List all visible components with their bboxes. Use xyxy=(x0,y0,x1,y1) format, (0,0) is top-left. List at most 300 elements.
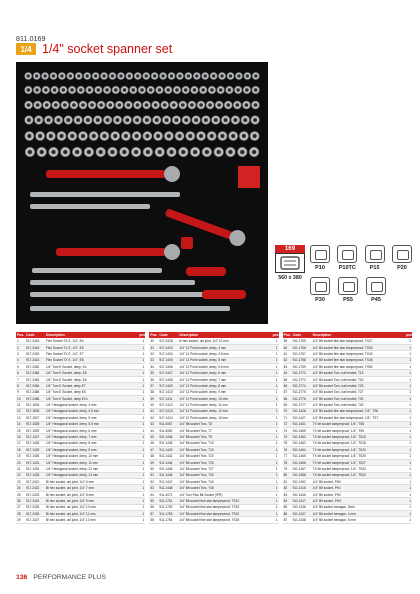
cell-description: 1/4" Bit socket Torx, T8 xyxy=(178,421,271,427)
cell-pos: 7 xyxy=(16,376,25,382)
cell-description: 1/4" Bit socket Torx, ball ended, T15 xyxy=(312,370,405,376)
page-title: 1/4" socket spanner set xyxy=(42,42,173,56)
cell-pos: 23 xyxy=(16,479,25,485)
cell-code: 917.2425 xyxy=(25,504,45,510)
column-header-pos: Pos. xyxy=(150,333,158,337)
cell-description: 1/4" Torx E Socket, deep, E6 xyxy=(45,376,138,382)
cell-pcs: 1 xyxy=(138,466,145,472)
cell-description: 1/4" Hexagonal socket, deep, 12 mm xyxy=(45,466,138,472)
cell-pcs: 1 xyxy=(272,491,279,497)
cell-code: 911.4067 xyxy=(158,421,178,427)
cell-code: 911.2775 xyxy=(292,389,312,395)
cell-code: 917.1527 xyxy=(25,415,45,421)
cell-code: 911.2772 xyxy=(292,370,312,376)
bit-type: P30 xyxy=(309,277,331,303)
cell-pos: 5 xyxy=(16,364,25,370)
cell-pcs: 1 xyxy=(138,440,145,446)
cell-description: Bi hex socket, uni joint, 1/4" 7 mm xyxy=(45,485,138,491)
cell-code: 911.1446 xyxy=(158,472,178,478)
cell-code: 917.1430 xyxy=(25,453,45,459)
cell-code: 911.1446 xyxy=(292,491,312,497)
cell-description: 1/4" Torx E Socket, deep, E5 xyxy=(45,370,138,376)
cell-pos: 2 xyxy=(16,344,25,350)
cell-pos: 55 xyxy=(149,498,158,504)
cell-pcs: 1 xyxy=(138,472,145,478)
cell-pos: 31 xyxy=(149,344,158,350)
cell-description: TX bit socket tamperproof, 1/4", TS25 xyxy=(312,453,405,459)
cell-pos: 84 xyxy=(283,498,292,504)
cell-code: 911.1436 xyxy=(158,440,178,446)
cell-description: 1/4" Bit socket Torx, ball ended, T27 xyxy=(312,389,405,395)
cell-pos: 72 xyxy=(283,421,292,427)
cell-description: 1/4" Bit socket fine star tamperproof, 1/4", TS6 xyxy=(312,408,405,414)
cell-pcs: 1 xyxy=(138,511,145,517)
cell-code: 911.2773 xyxy=(292,376,312,382)
cell-pos: 20 xyxy=(16,459,25,465)
cell-pcs: 1 xyxy=(138,447,145,453)
cell-pos: 37 xyxy=(149,383,158,389)
cell-pcs: 1 xyxy=(405,357,412,363)
cell-code: 911.1752 xyxy=(158,504,178,510)
bit-tray-icon xyxy=(338,277,358,295)
cell-pcs: 1 xyxy=(138,402,145,408)
cell-description: 1/4" Hexagonal socket, deep, 4.5 mm xyxy=(45,408,138,414)
tray-size-card xyxy=(275,245,305,281)
cell-pcs: 1 xyxy=(272,479,279,485)
tray-dimension: 560 x 380 xyxy=(278,275,302,281)
cell-description: 1/4" 12 Point socket, deep, 4.5 mm xyxy=(178,351,271,357)
cell-pos: 68 xyxy=(283,396,292,402)
cell-pos: 29 xyxy=(16,517,25,523)
cell-description: 1/4" Bit socket Torx, ball ended, T20 xyxy=(312,376,405,382)
cell-pos: 1 xyxy=(16,338,25,344)
cell-description: 1/4" Bit socket Torx, T30 xyxy=(178,472,271,478)
cell-pos: 50 xyxy=(149,466,158,472)
cell-description: 1/4" Bit socket fine star tamperproof, TS45 xyxy=(312,357,405,363)
cell-pos: 33 xyxy=(149,357,158,363)
size-badge: 1/4 xyxy=(16,43,36,55)
cell-code: 917.2423 xyxy=(25,491,45,497)
article-number: 811.0169 xyxy=(16,34,46,43)
cell-code: 917.2427 xyxy=(25,517,45,523)
cell-code: 911.1443 xyxy=(158,447,178,453)
cell-description: 1/4" Torx E Socket, deep, E4 xyxy=(45,364,138,370)
cell-code: 911.1444 xyxy=(158,459,178,465)
cell-pcs: 1 xyxy=(405,466,412,472)
column-header-code: Code xyxy=(25,332,45,338)
cell-pos: 44 xyxy=(149,427,158,433)
cell-pcs: 1 xyxy=(272,453,279,459)
cell-pos: 81 xyxy=(283,479,292,485)
cell-description: TX bit socket tamperproof, 1/4", TS30 xyxy=(312,466,405,472)
tool-count: 169 xyxy=(275,245,305,253)
column-header-code: Code xyxy=(292,332,312,338)
cell-description: Bi hex socket, uni joint, 1/4" 10 mm xyxy=(45,504,138,510)
cell-description: 1/4" Hexagonal socket, deep, 7 mm xyxy=(45,434,138,440)
cell-description: Bi hex socket, uni joint, 1/4" 11 mm xyxy=(45,511,138,517)
cell-pcs: 1 xyxy=(138,517,145,523)
cell-description: 1/4" Bit socket Torx, T45 xyxy=(178,485,271,491)
cell-description: 1/4" Bit socket Torx, T9 xyxy=(178,434,271,440)
cell-pos: 85 xyxy=(283,504,292,510)
cell-pcs: 1 xyxy=(405,402,412,408)
cell-description: 1/4" Torx Plus Bit Socket (IPR) xyxy=(178,491,271,497)
bit-type: P10 xyxy=(309,245,331,271)
cell-pcs: 1 xyxy=(138,383,145,389)
cell-code: 917.2484 xyxy=(25,383,45,389)
cell-pos: 41 xyxy=(149,408,158,414)
cell-description: Bi hex socket, uni joint, 1/4" 6 mm xyxy=(45,479,138,485)
cell-pcs: 1 xyxy=(405,447,412,453)
cell-pos: 35 xyxy=(149,370,158,376)
cell-pcs: 1 xyxy=(405,427,412,433)
cell-code: 917.2426 xyxy=(25,511,45,517)
cell-pos: 46 xyxy=(149,440,158,446)
cell-description: Bi hex socket, uni joint, 1/4" 8 mm xyxy=(45,491,138,497)
cell-description: 1/4" Bit socket Torx, T25 xyxy=(178,459,271,465)
table-row xyxy=(149,517,278,523)
product-photo xyxy=(16,62,268,324)
cell-pos: 58 xyxy=(149,517,158,523)
parts-table-2 xyxy=(149,332,278,524)
cell-pcs: 1 xyxy=(272,511,279,517)
cell-pcs: 1 xyxy=(405,415,412,421)
cell-pos: 54 xyxy=(149,491,158,497)
cell-pos: 14 xyxy=(16,421,25,427)
cell-description: TX bit socket tamperproof, 1/4", TS20 xyxy=(312,447,405,453)
cell-pcs: 1 xyxy=(405,364,412,370)
cell-pcs: 1 xyxy=(272,485,279,491)
cell-description: 1/4" Bit socket Torx, T7 xyxy=(178,427,271,433)
column-header-pos: Pos. xyxy=(283,333,291,337)
cell-pos: 12 xyxy=(16,408,25,414)
cell-pcs: 1 xyxy=(138,421,145,427)
cell-code: 917.1403 xyxy=(158,344,178,350)
cell-pcs: 1 xyxy=(138,427,145,433)
cell-pos: 47 xyxy=(149,447,158,453)
cell-pos: 73 xyxy=(283,427,292,433)
cell-code: 917.1414 xyxy=(158,415,178,421)
cell-pcs: 1 xyxy=(272,396,279,402)
cell-description: TX bit socket tamperproof, 1/4", TS40 xyxy=(312,472,405,478)
cell-code: 917.1525 xyxy=(25,408,45,414)
cell-pos: 74 xyxy=(283,434,292,440)
cell-pos: 65 xyxy=(283,376,292,382)
cell-pcs: 1 xyxy=(405,472,412,478)
cell-code: 911.1754 xyxy=(158,517,178,523)
cell-code: 917.2415 xyxy=(25,344,45,350)
cell-pcs: 1 xyxy=(272,408,279,414)
parts-table-1 xyxy=(16,332,145,524)
cell-pos: 63 xyxy=(283,364,292,370)
cell-pos: 8 xyxy=(16,383,25,389)
cell-pos: 43 xyxy=(149,421,158,427)
cell-description: 1/4" Bit socket Torx, T40 xyxy=(178,479,271,485)
cell-code: 911.2777 xyxy=(292,402,312,408)
cell-pcs: 1 xyxy=(272,383,279,389)
cell-description: 1/4" Bit socket fine star tamperproof, TS27 xyxy=(312,338,405,344)
cell-description: 1/4" Bit socket hexagon, 4 mm xyxy=(312,511,405,517)
cell-description: 1/4" Bit socket Torx, T20 xyxy=(178,453,271,459)
cell-pos: 30 xyxy=(149,338,158,344)
cell-pos: 16 xyxy=(16,434,25,440)
cell-pos: 3 xyxy=(16,351,25,357)
cell-code: 911.1452 xyxy=(292,479,312,485)
column-header-pcs: pcs xyxy=(272,333,279,337)
cell-pcs: 1 xyxy=(405,389,412,395)
cell-code: 917.1529 xyxy=(25,427,45,433)
cell-pos: 70 xyxy=(283,408,292,414)
cell-pos: 66 xyxy=(283,383,292,389)
bit-tray-icon xyxy=(310,277,330,295)
cell-pos: 28 xyxy=(16,511,25,517)
cell-description: 1/4" Hexagonal socket, deep, 4 mm xyxy=(45,402,138,408)
cell-pcs: 1 xyxy=(272,344,279,350)
cell-pcs: 1 xyxy=(272,498,279,504)
cell-code: 917.1431 xyxy=(25,459,45,465)
cell-pcs: 1 xyxy=(405,479,412,485)
bit-tray-icon xyxy=(310,245,330,263)
cell-pos: 10 xyxy=(16,396,25,402)
bit-type: P15 xyxy=(364,245,386,271)
cell-pcs: 1 xyxy=(272,504,279,510)
cell-pcs: 1 xyxy=(405,459,412,465)
cell-pcs: 1 xyxy=(272,357,279,363)
cell-code: 917.1404 xyxy=(158,351,178,357)
cell-code: 911.1464 xyxy=(292,447,312,453)
cell-pcs: 1 xyxy=(272,351,279,357)
cell-code: 917.2424 xyxy=(25,498,45,504)
table-row xyxy=(283,517,412,523)
parts-tables xyxy=(16,332,412,524)
cell-pos: 40 xyxy=(149,402,158,408)
cell-pcs: 1 xyxy=(272,376,279,382)
cell-pos: 57 xyxy=(149,511,158,517)
cell-code: 911.1468 xyxy=(292,472,312,478)
cell-code: 911.2774 xyxy=(292,383,312,389)
cell-code: 911.1759 xyxy=(292,364,312,370)
cell-code: 917.1524 xyxy=(25,402,45,408)
cell-pcs: 1 xyxy=(405,511,412,517)
cell-description: 1/4" Bit socket, PH3 xyxy=(312,498,405,504)
cell-pos: 83 xyxy=(283,491,292,497)
cell-code: 911.1756 xyxy=(292,344,312,350)
cell-code: 911.1753 xyxy=(158,511,178,517)
cell-pos: 61 xyxy=(283,351,292,357)
cell-pos: 27 xyxy=(16,504,25,510)
cell-pcs: 1 xyxy=(272,440,279,446)
cell-code: 917.1406 xyxy=(158,364,178,370)
cell-pcs: 1 xyxy=(272,459,279,465)
cell-pos: 67 xyxy=(283,389,292,395)
cell-code: 911.1445 xyxy=(158,466,178,472)
cell-pos: 18 xyxy=(16,447,25,453)
cell-code: 917.1528 xyxy=(25,421,45,427)
cell-code: 911.4082 xyxy=(158,427,178,433)
cell-code: 911.1465 xyxy=(292,453,312,459)
cell-pos: 62 xyxy=(283,357,292,363)
bit-tray-icon xyxy=(337,245,357,263)
cell-description: 1/4" Bit socket fine star tamperproof, TS50 xyxy=(312,364,405,370)
cell-pcs: 1 xyxy=(272,447,279,453)
cell-description: 1/4" Torx E Socket, deep E10 xyxy=(45,396,138,402)
cell-pcs: 1 xyxy=(138,491,145,497)
cell-pcs: 1 xyxy=(138,370,145,376)
table-row xyxy=(16,517,145,523)
parts-table-3 xyxy=(283,332,412,524)
cell-description: 1/4" 12 Point socket, deep, 12 mm xyxy=(178,408,271,414)
cell-code: 911.1438 xyxy=(292,517,312,523)
cell-description: 1/4" Bit socket, PH0 xyxy=(312,479,405,485)
cell-pcs: 1 xyxy=(138,459,145,465)
cell-pcs: 1 xyxy=(405,376,412,382)
cell-description: Flex Socket TX E, 1/4", E4 xyxy=(45,338,138,344)
cell-pcs: 1 xyxy=(405,396,412,402)
cell-description: 1/4" 12 Point socket, deep, 13 mm xyxy=(178,415,271,421)
cell-pcs: 1 xyxy=(405,440,412,446)
cell-pos: 19 xyxy=(16,453,25,459)
cell-pcs: 1 xyxy=(405,344,412,350)
cell-description: Bi hex socket, uni joint, 1/4" 9 mm xyxy=(45,498,138,504)
cell-code: 911.1427 xyxy=(292,415,312,421)
cell-pos: 32 xyxy=(149,351,158,357)
cell-description: 1/4" Hexagonal socket, deep, 5.5 mm xyxy=(45,421,138,427)
cell-pos: 15 xyxy=(16,427,25,433)
cell-description: 1/4" Bit socket Torx, ball ended, T40 xyxy=(312,402,405,408)
cell-pos: 42 xyxy=(149,415,158,421)
cell-code: 911.1466 xyxy=(292,459,312,465)
cell-description: 1/4" Bit socket fine star tamperproof, TS20 xyxy=(178,511,271,517)
cell-pos: 52 xyxy=(149,479,158,485)
cell-pcs: 1 xyxy=(405,421,412,427)
cell-description: Flex Socket TX E, 1/4", E5 xyxy=(45,344,138,350)
cell-pcs: 1 xyxy=(138,498,145,504)
cell-pos: 9 xyxy=(16,389,25,395)
cell-pcs: 1 xyxy=(138,479,145,485)
cell-pos: 76 xyxy=(283,447,292,453)
cell-pos: 79 xyxy=(283,466,292,472)
tray-icon xyxy=(275,253,305,273)
cell-pos: 77 xyxy=(283,453,292,459)
cell-code: 917.2483 xyxy=(25,376,45,382)
cell-description: 1/4" Hexagonal socket, deep, 9 mm xyxy=(45,447,138,453)
cell-pcs: 1 xyxy=(138,338,145,344)
cell-pos: 86 xyxy=(283,511,292,517)
cell-pos: 56 xyxy=(149,504,158,510)
cell-description: 1/4" Hexagonal socket, deep, 5 mm xyxy=(45,415,138,421)
cell-code: 911.1417 xyxy=(292,498,312,504)
cell-pcs: 1 xyxy=(138,504,145,510)
cell-pcs: 1 xyxy=(272,402,279,408)
cell-pos: 26 xyxy=(16,498,25,504)
cell-pos: 11 xyxy=(16,402,25,408)
cell-description: TX bit socket tamperproof, 1/4", TS10 xyxy=(312,434,405,440)
cell-pcs: 1 xyxy=(138,357,145,363)
cell-code: 917.1405 xyxy=(158,357,178,363)
cell-pcs: 1 xyxy=(272,370,279,376)
cell-pos: 36 xyxy=(149,376,158,382)
cell-pcs: 1 xyxy=(272,427,279,433)
cell-description: 1/4" Bit socket fine star tamperproof, TS15 xyxy=(178,504,271,510)
cell-code: 911.1442 xyxy=(158,453,178,459)
cell-pos: 38 xyxy=(149,389,158,395)
cell-description: 1/4" Hexagonal socket, deep, 10 mm xyxy=(45,453,138,459)
cell-pos: 51 xyxy=(149,472,158,478)
cell-code: 911.1757 xyxy=(292,351,312,357)
column-header-description: Description xyxy=(45,332,138,338)
cell-pos: 75 xyxy=(283,440,292,446)
cell-pcs: 1 xyxy=(272,434,279,440)
cell-pcs: 1 xyxy=(272,364,279,370)
cell-pcs: 1 xyxy=(272,466,279,472)
bit-row-2 xyxy=(309,277,415,303)
cell-code: 911.1461 xyxy=(292,421,312,427)
cell-code: 917.1410 xyxy=(158,389,178,395)
cell-code: 917.2482 xyxy=(25,370,45,376)
cell-pcs: 1 xyxy=(272,415,279,421)
cell-code: 911.1448 xyxy=(158,485,178,491)
bit-type: P55 xyxy=(337,277,359,303)
cell-code: 917.2422 xyxy=(25,485,45,491)
cell-pcs: 1 xyxy=(138,453,145,459)
cell-description: 1/4" Hexagonal socket, deep, 8 mm xyxy=(45,440,138,446)
cell-code: 917.2415 xyxy=(25,351,45,357)
cell-description: 1/4" Hexagonal socket, deep, 11 mm xyxy=(45,459,138,465)
cell-description: 1/4" Hexagonal socket, deep, 6 mm xyxy=(45,427,138,433)
cell-code: 917.2486 xyxy=(25,396,45,402)
bit-type: P20 xyxy=(391,245,413,271)
cell-pos: 48 xyxy=(149,453,158,459)
cell-description: 1/4" 12 Point socket, deep, 9 mm xyxy=(178,389,271,395)
cell-code: 911.1465 xyxy=(292,427,312,433)
cell-pos: 78 xyxy=(283,459,292,465)
cell-pos: 64 xyxy=(283,370,292,376)
cell-pos: 34 xyxy=(149,364,158,370)
column-header-code: Code xyxy=(158,332,178,338)
cell-code: 917.2416 xyxy=(25,338,45,344)
cell-code: 917.1407 xyxy=(158,370,178,376)
cell-description: 1/4" 12 Point socket, deep, 6 mm xyxy=(178,370,271,376)
cell-description: 1/4" Bit socket, PH1 xyxy=(312,485,405,491)
bit-row-1 xyxy=(309,245,415,271)
cell-code: 911.1751 xyxy=(158,498,178,504)
cell-pos: 4 xyxy=(16,357,25,363)
cell-description: 1/4" Bit socket, PH2 xyxy=(312,491,405,497)
cell-pcs: 1 xyxy=(405,485,412,491)
cell-pos: 24 xyxy=(16,485,25,491)
cell-code: 917.2428 xyxy=(158,338,178,344)
cell-code: 911.1447 xyxy=(158,479,178,485)
cell-pcs: 1 xyxy=(138,376,145,382)
cell-pos: 59 xyxy=(283,338,292,344)
column-header-description: Description xyxy=(312,332,405,338)
cell-description: Flex Socket TX E, 1/4", E7 xyxy=(45,351,138,357)
cell-pcs: 1 xyxy=(405,434,412,440)
cell-pcs: 1 xyxy=(272,517,279,523)
cell-pos: 60 xyxy=(283,344,292,350)
cell-code: 917.2421 xyxy=(25,479,45,485)
bit-tray-icon xyxy=(365,245,385,263)
column-header-pcs: pcs xyxy=(139,333,146,337)
cell-code: 917.1411 xyxy=(158,396,178,402)
cell-description: 1/4" Hexagonal socket, deep, 13 mm xyxy=(45,472,138,478)
cell-pos: 49 xyxy=(149,459,158,465)
column-header-pos: Pos. xyxy=(17,333,25,337)
cell-pcs: 1 xyxy=(405,517,412,523)
cell-pos: 45 xyxy=(149,434,158,440)
cell-code: 917.1409 xyxy=(158,383,178,389)
cell-code: 917.1433 xyxy=(25,472,45,478)
